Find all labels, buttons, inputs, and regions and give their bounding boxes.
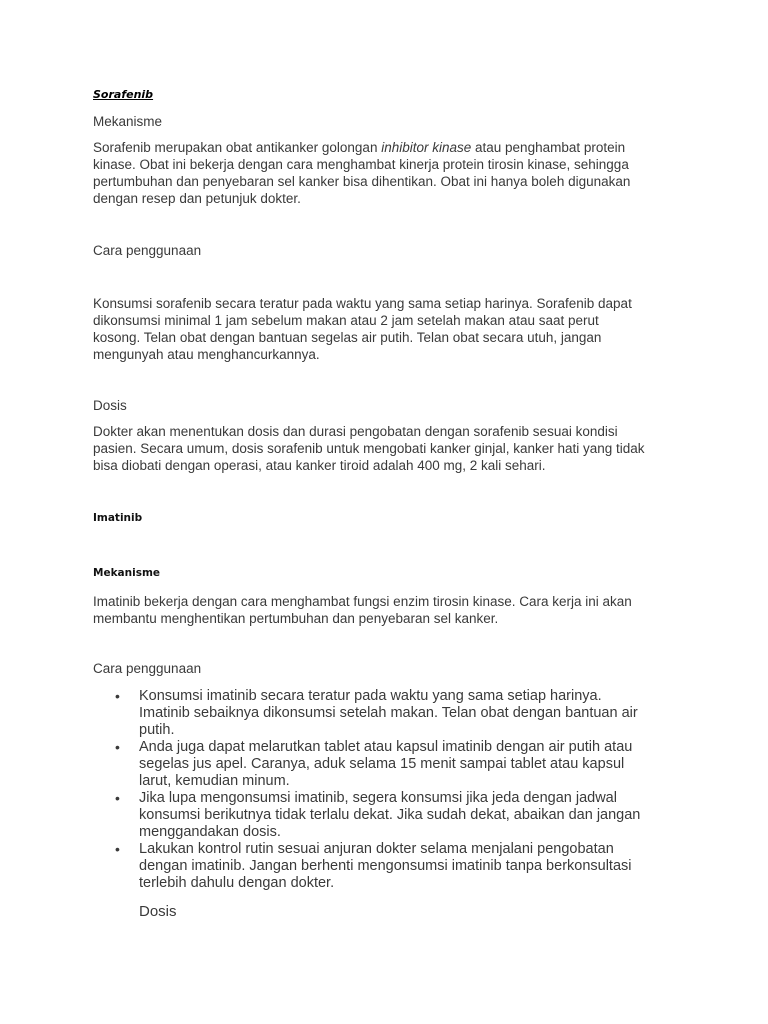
sorafenib-dose-heading: Dosis: [93, 398, 127, 413]
paragraph-line: Sorafenib merupakan obat antikanker golongan inhibitor kinase atau penghambat protein: [93, 140, 626, 155]
bullet-icon: •: [115, 739, 120, 755]
list-item: • Lakukan kontrol rutin sesuai anjuran dokter selama menjalani pengobatan dengan imatinib. Jangan berhenti mengonsumsi imatinib tanpa berkonsultasi terlebih dahulu dengan dokter.: [115, 841, 632, 891]
imatinib-usage-list: [115, 688, 675, 892]
paragraph-line: kosong. Telan obat dengan bantuan segelas air putih. Telan obat secara utuh, jangan: [93, 330, 602, 345]
sorafenib-dose-paragraph: [93, 423, 693, 474]
imatinib-dose-heading: Dosis: [139, 903, 177, 920]
imatinib-mechanism-paragraph: [93, 593, 693, 627]
paragraph-line: kinase. Obat ini bekerja dengan cara menghambat kinerja protein tirosin kinase, sehingga: [93, 157, 629, 172]
paragraph-line: Konsumsi sorafenib secara teratur pada waktu yang sama setiap harinya. Sorafenib dapat: [93, 296, 632, 311]
paragraph-line: pertumbuhan dan penyebaran sel kanker bisa dihentikan. Obat ini hanya boleh digunakan: [93, 174, 631, 189]
paragraph-line: Imatinib bekerja dengan cara menghambat fungsi enzim tirosin kinase. Cara kerja ini akan: [93, 594, 632, 609]
paragraph-line: Dokter akan menentukan dosis dan durasi pengobatan dengan sorafenib sesuai kondisi: [93, 424, 618, 439]
paragraph-line: bisa diobati dengan operasi, atau kanker tiroid adalah 400 mg, 2 kali sehari.: [93, 458, 546, 473]
imatinib-usage-heading: Cara penggunaan: [93, 661, 202, 676]
list-item: • Anda juga dapat melarutkan tablet atau kapsul imatinib dengan air putih atau segelas jus apel. Caranya, aduk selama 15 menit sampai tablet atau kapsul larut, kemudian minum.: [115, 739, 633, 789]
paragraph-line: membantu menghentikan pertumbuhan dan penyebaran sel kanker.: [93, 611, 499, 626]
bullet-icon: •: [115, 841, 120, 857]
paragraph-line: dengan resep dan petunjuk dokter.: [93, 191, 301, 206]
sorafenib-title: Sorafenib: [93, 88, 154, 101]
imatinib-title: Imatinib: [93, 512, 143, 524]
paragraph-line: mengunyah atau menghancurkannya.: [93, 347, 320, 362]
sorafenib-usage-paragraph: [93, 295, 693, 363]
sorafenib-mechanism-paragraph: [93, 139, 693, 207]
sorafenib-usage-heading: Cara penggunaan: [93, 243, 202, 258]
bullet-icon: •: [115, 688, 120, 704]
imatinib-mechanism-heading: Mekanisme: [93, 567, 161, 579]
bullet-icon: •: [115, 790, 120, 806]
sorafenib-mechanism-heading: Mekanisme: [93, 114, 163, 129]
list-item: • Jika lupa mengonsumsi imatinib, segera konsumsi jika jeda dengan jadwal konsumsi berikutnya tidak terlalu dekat. Jika sudah dekat, abaikan dan jangan menggandakan dosis.: [115, 790, 641, 840]
paragraph-line: dikonsumsi minimal 1 jam sebelum makan atau 2 jam setelah makan atau saat perut: [93, 313, 599, 328]
emphasis-text: inhibitor kinase: [381, 140, 472, 155]
list-item: • Konsumsi imatinib secara teratur pada waktu yang sama setiap harinya. Imatinib sebaiknya dikonsumsi setelah makan. Telan obat dengan bantuan air putih.: [115, 688, 638, 738]
paragraph-line: pasien. Secara umum, dosis sorafenib untuk mengobati kanker ginjal, kanker hati yang tidak: [93, 441, 645, 456]
